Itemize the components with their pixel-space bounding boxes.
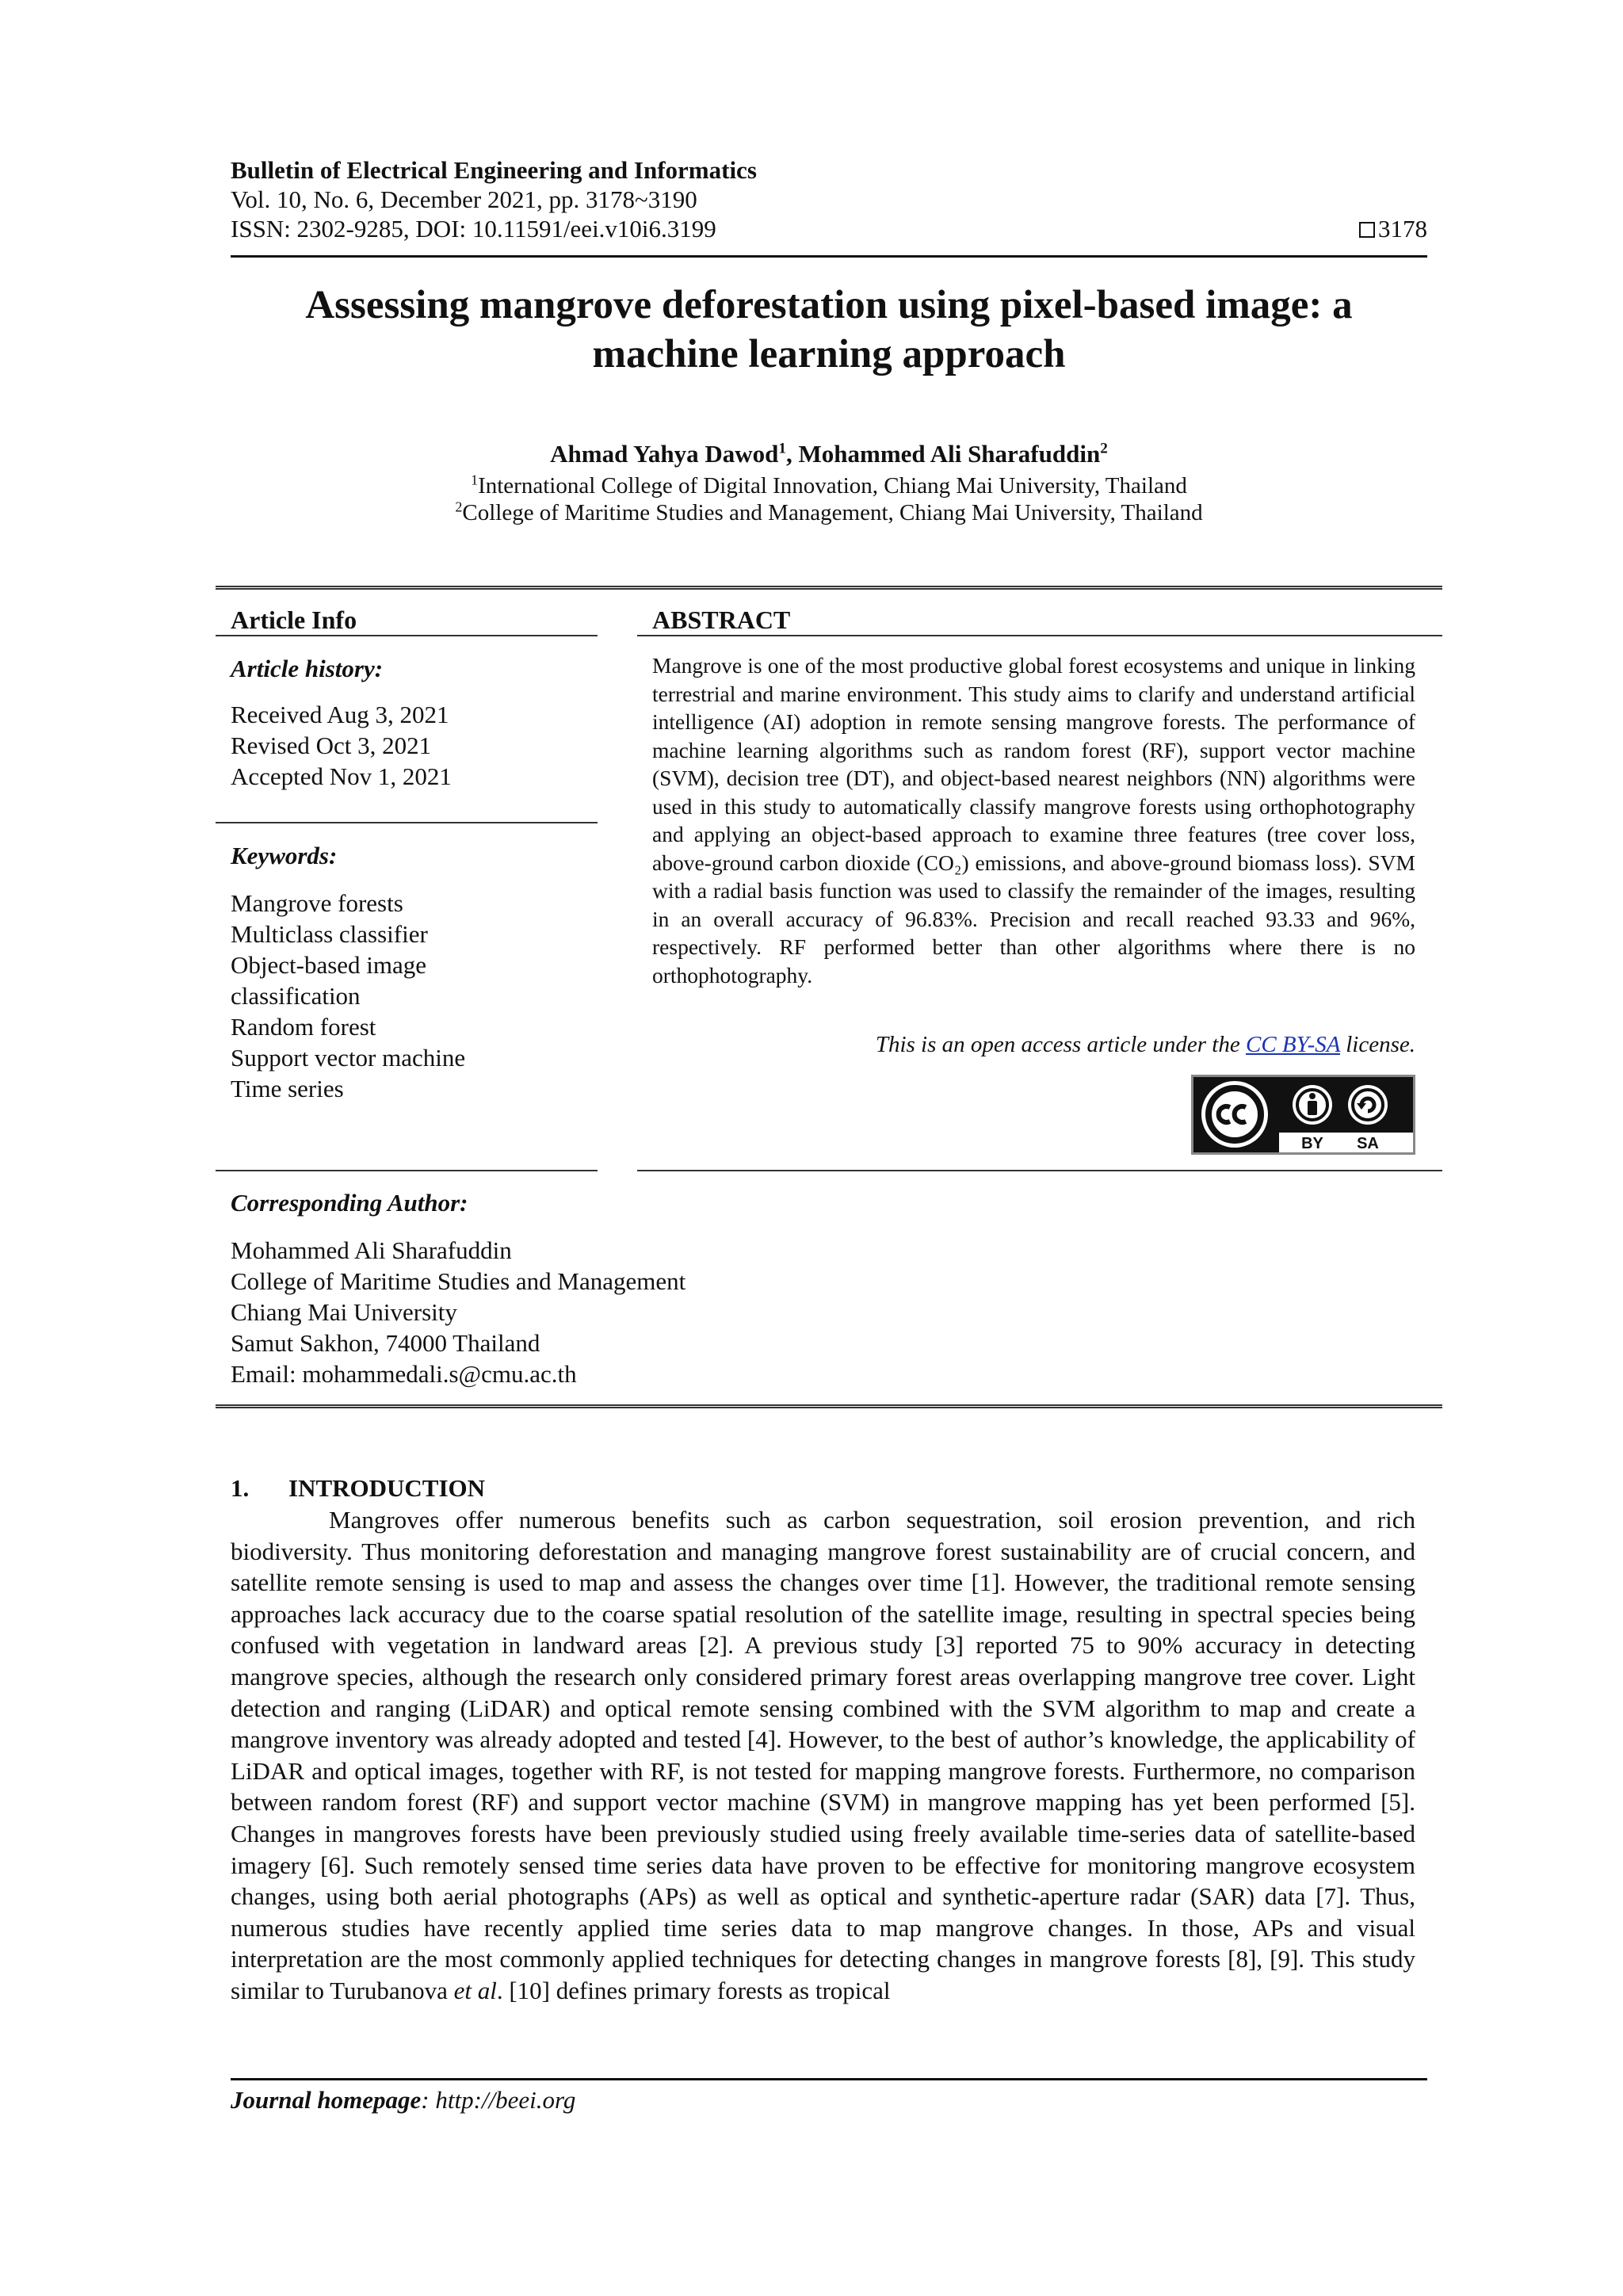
section-number: 1.	[231, 1474, 250, 1502]
author-list: Ahmad Yahya Dawod$^1$, Mohammed Ali Sharafuddin$^2$	[550, 440, 1108, 468]
page-number: 3178	[1359, 214, 1427, 243]
corresponding-line: Mohammed Ali Sharafuddin	[231, 1236, 512, 1264]
homepage-url[interactable]: http://beei.org	[435, 2086, 576, 2114]
affiliation-2: $^2$College of Maritime Studies and Management, Chiang Mai University, Thailand	[455, 499, 1203, 525]
keyword: Object-based image	[231, 951, 427, 979]
keywords-heading: Keywords:	[231, 842, 338, 869]
keyword: Multiclass classifier	[231, 920, 428, 948]
history-heading: Article history:	[231, 655, 384, 682]
badge-sa-label: SA	[1357, 1135, 1379, 1152]
title-line-1: Assessing mangrove deforestation using pixel-based image: a	[305, 283, 1353, 327]
paper-title	[231, 281, 1427, 379]
license-link[interactable]: CC BY-SA	[1246, 1032, 1340, 1057]
history-list	[231, 699, 452, 792]
info-top-rule	[216, 586, 1442, 590]
badge-by-label: BY	[1301, 1135, 1323, 1152]
corresponding-heading: Corresponding Author:	[231, 1189, 468, 1217]
footer-rule	[231, 2078, 1427, 2080]
article-info-heading: Article Info	[231, 606, 357, 634]
history-rule	[216, 822, 598, 823]
keyword: Mangrove forests	[231, 889, 403, 917]
title-line-2: machine learning approach	[592, 332, 1066, 376]
square-icon	[1359, 222, 1375, 238]
keyword: Random forest	[231, 1013, 376, 1041]
abstract-text: Mangrove is one of the most productive global forest ecosystems and unique in linking terrestrial and marine environment. This study aims to clarify and understand artificial intelligence (AI) adoption in remote sensing mangrove forests. The performance of machine learning algorithms such as random forest (RF), support vector machine (SVM), decision tree (DT), and object-based nearest neighbors (NN) algorithms were used in this study to automatically classify mangrove forests using orthophotography and applying an object-based approach to examine three features (tree cover loss, above-ground carbon dioxide (CO₂) emissions, and above-ground biomass loss). SVM with a radial basis function was used to classify the remainder of the images, resulting in an overall accuracy of 96.83%. Precision and recall reached 93.33 and 96%, respectively. RF performed better than other algorithms where there is no orthophotography.	[652, 653, 1415, 988]
affiliation-1: $^1$International College of Digital Innovation, Chiang Mai University, Thailand	[471, 472, 1187, 499]
keyword: Time series	[231, 1075, 344, 1102]
corresponding-line: College of Maritime Studies and Management	[231, 1267, 686, 1295]
author-1: Ahmad Yahya Dawod	[550, 440, 779, 468]
corresponding-email: Email: mohammedali.s@cmu.ac.th	[231, 1360, 577, 1388]
corresponding-line: Chiang Mai University	[231, 1298, 457, 1326]
article-info-rule	[216, 635, 598, 636]
author-2: Mohammed Ali Sharafuddin	[798, 440, 1101, 468]
corresponding-details	[231, 1235, 685, 1389]
open-access-notice: This is an open access article under the CC BY-SA license.	[875, 1032, 1415, 1057]
corresponding-line: Samut Sakhon, 74000 Thailand	[231, 1329, 540, 1357]
history-item: Revised Oct 3, 2021	[231, 732, 432, 759]
abstract-bottom-rule	[637, 1170, 1442, 1171]
journal-homepage: Journal homepage: http://beei.org	[231, 2086, 576, 2114]
homepage-label: Journal homepage	[231, 2086, 422, 2114]
article-info-bottom-rule	[216, 1170, 598, 1171]
keywords-list	[231, 888, 465, 1104]
journal-header	[231, 155, 1427, 243]
section-title: INTRODUCTION	[288, 1474, 486, 1502]
journal-name: Bulletin of Electrical Engineering and Informatics	[231, 156, 757, 184]
issn-line: ISSN: 2302-9285, DOI: 10.11591/eei.v10i6.3199	[231, 215, 716, 243]
history-item: Received Aug 3, 2021	[231, 701, 449, 728]
history-item: Accepted Nov 1, 2021	[231, 762, 452, 790]
volume-line: Vol. 10, No. 6, December 2021, pp. 3178~3190	[231, 185, 697, 213]
keyword: classification	[231, 982, 361, 1010]
keyword: Support vector machine	[231, 1044, 466, 1072]
introduction-paragraph: Mangroves offer numerous benefits such as carbon sequestration, soil erosion prevention, and rich biodiversity. Thus monitoring deforestation and managing mangrove forest sustainability are of crucial concern, and satellite remote sensing is used to map and assess the changes over time [1]. However, the traditional remote sensing approaches lack accuracy due to the coarse spatial resolution of the satellite image, resulting in spectral species being confused with vegetation in landward areas [2]. A previous study [3] reported 75 to 90% accuracy in detecting mangrove species, although the research only considered primary forest areas overlapping mangrove tree cover. Light detection and ranging (LiDAR) and optical remote sensing combined with the SVM algorithm to map and create a mangrove inventory was already adopted and tested [4]. However, to the best of author’s knowledge, the applicability of LiDAR and optical images, together with RF, is not tested for mapping mangrove forests. Furthermore, no comparison between random forest (RF) and support vector machine (SVM) in mangrove mapping has yet been performed [5]. Changes in mangroves forests have been previously studied using freely available time-series data of satellite-based imagery [6]. Such remotely sensed time series data have proven to be effective for monitoring mangrove ecosystem changes, using both aerial photographs (APs) as well as optical and synthetic-aperture radar (SAR) data [7]. Thus, numerous studies have recently applied time series data to map mangrove changes. In those, APs and visual interpretation are the most commonly applied techniques for detecting changes in mangrove forests [8], [9]. This study similar to Turubanova et al. [10] defines primary forests as tropical	[231, 1506, 1415, 2004]
cc-by-sa-badge[interactable]	[1191, 1075, 1415, 1155]
info-bottom-rule	[216, 1404, 1442, 1408]
abstract-rule	[637, 635, 1442, 636]
header-rule	[231, 255, 1427, 258]
section-heading-introduction	[231, 1474, 485, 1503]
abstract-heading: ABSTRACT	[652, 606, 791, 634]
